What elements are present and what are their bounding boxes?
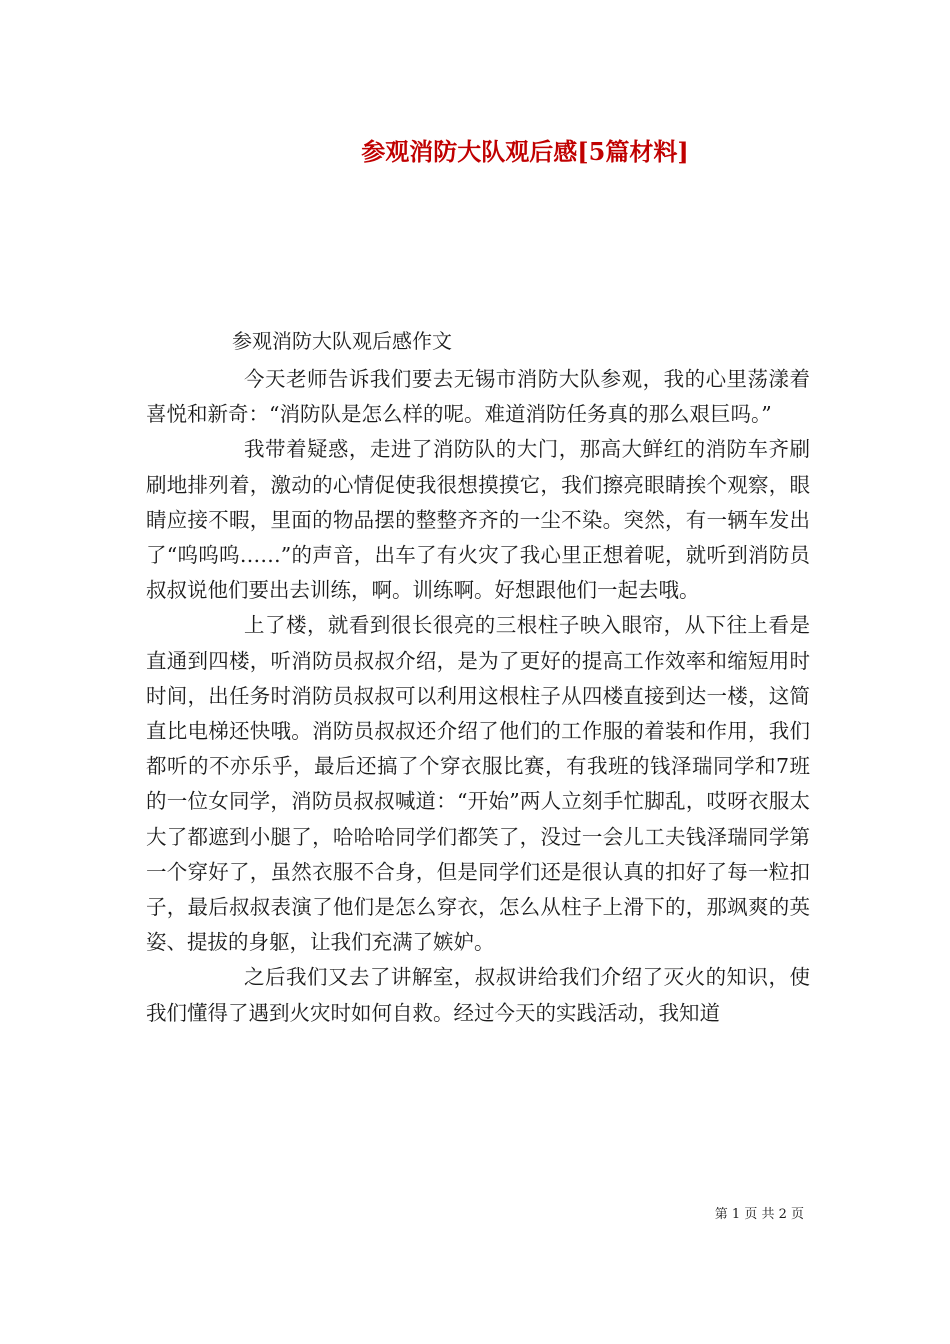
document-subtitle: 参观消防大队观后感作文 [232,329,452,353]
page-number-footer: 第 1 页 共 2 页 [714,1207,804,1222]
paragraph: 之后我们又去了讲解室，叔叔讲给我们介绍了灭火的知识，使我们懂得了遇到火灾时如何自救。经过今天的实践活动，我知道 [146,965,810,1025]
document-body [146,362,810,1031]
document-title: 参观消防大队观后感[5篇材料] [361,137,689,166]
paragraph: 今天老师告诉我们要去无锡市消防大队参观，我的心里荡漾着喜悦和新奇：“消防队是怎么样的呢。难道消防任务真的那么艰巨吗。” [146,367,810,427]
paragraph: 我带着疑惑，走进了消防队的大门，那高大鲜红的消防车齐刷刷地排列着，激动的心情促使我很想摸摸它，我们擦亮眼睛挨个观察，眼睛应接不暇，里面的物品摆的整整齐齐的一尘不染。突然，有一辆车发出了“呜呜呜……”的声音，出车了有火灾了我心里正想着呢，就听到消防员叔叔说他们要出去训练，啊。训练啊。好想跟他们一起去哦。 [146,437,810,603]
paragraph: 上了楼，就看到很长很亮的三根柱子映入眼帘，从下往上看是直通到四楼，听消防员叔叔介绍，是为了更好的提高工作效率和缩短用时时间，出任务时消防员叔叔可以利用这根柱子从四楼直接到达一楼，这简直比电梯还快哦。消防员叔叔还介绍了他们的工作服的着装和作用，我们都听的不亦乐乎，最后还搞了个穿衣服比赛，有我班的钱泽瑞同学和7班的一位女同学，消防员叔叔喊道：“开始”两人立刻手忙脚乱，哎呀衣服太大了都遮到小腿了，哈哈哈同学们都笑了，没过一会儿工夫钱泽瑞同学第一个穿好了，虽然衣服不合身，但是同学们还是很认真的扣好了每一粒扣子，最后叔叔表演了他们是怎么穿衣，怎么从柱子上滑下的，那飒爽的英姿、提拔的身躯，让我们充满了嫉妒。 [146,613,810,955]
